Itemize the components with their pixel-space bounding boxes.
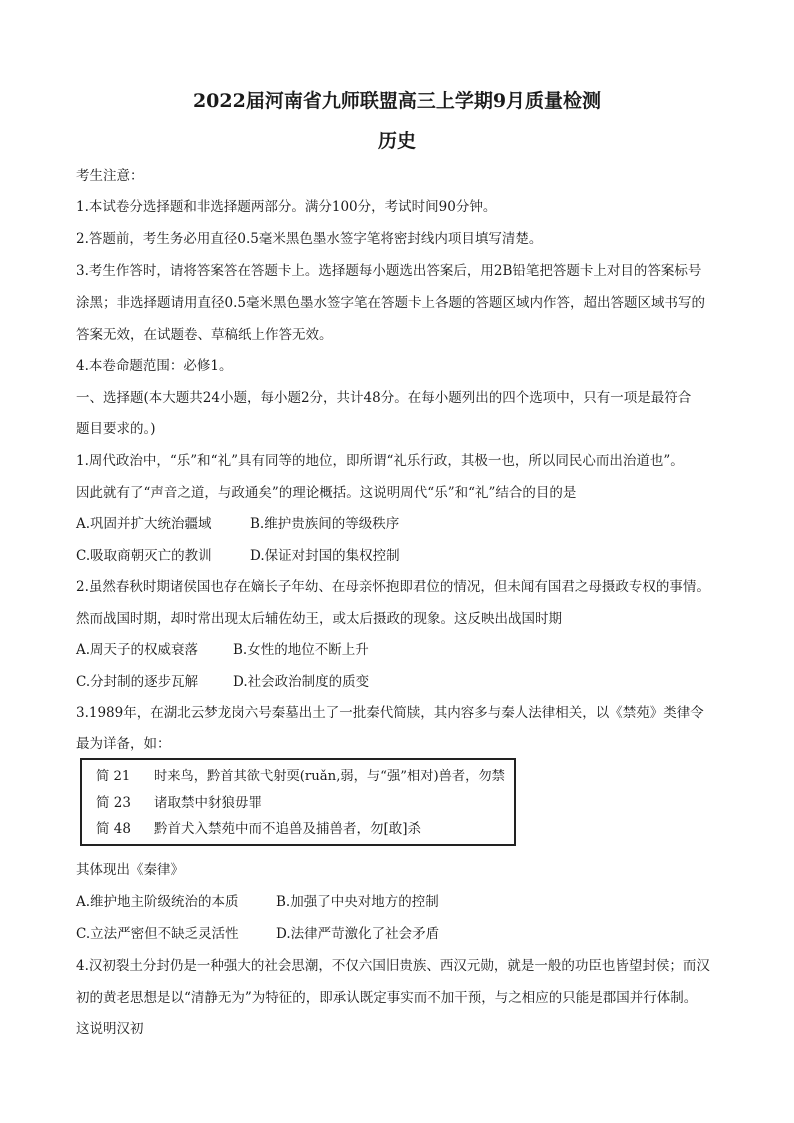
notice-item: 4.本卷命题范围：必修1。 bbox=[76, 358, 233, 374]
q1-option-c: C.吸取商朝灭亡的教训 bbox=[76, 548, 212, 564]
notice-item: 2.答题前，考生务必用直径0.5毫米黑色墨水签字笔将密封线内项目填写清楚。 bbox=[76, 231, 543, 247]
q3-option-a: A.维护地主阶级统治的本质 bbox=[76, 894, 239, 910]
q2-option-c: C.分封制的逐步瓦解 bbox=[76, 674, 199, 690]
notice-item: 涂黑；非选择题请用直径0.5毫米黑色墨水签字笔在答题卡上各题的答题区域内作答，超出答题区域书写的 bbox=[76, 295, 705, 311]
q2-option-b: B.女性的地位不断上升 bbox=[233, 642, 369, 658]
q4-stem-cont: 初的黄老思想是以“清静无为”为特征的，即承认既定事实而不加干预，与之相应的只能是郡国并行体制。 bbox=[76, 990, 698, 1006]
q1-option-b: B.维护贵族间的等级秩序 bbox=[250, 516, 400, 532]
q4-stem: 4.汉初裂土分封仍是一种强大的社会思潮，不仅六国旧贵族、西汉元勋，就是一般的功臣也皆望封侯；而汉 bbox=[76, 958, 710, 974]
notice-item: 1.本试卷分选择题和非选择题两部分。满分100分，考试时间90分钟。 bbox=[76, 199, 497, 215]
q2-option-d: D.社会政治制度的质变 bbox=[233, 674, 370, 690]
notice-item: 答案无效，在试题卷、草稿纸上作答无效。 bbox=[76, 327, 333, 343]
slip-row bbox=[96, 820, 421, 838]
section-heading: 一、选择题(本大题共24小题，每小题2分，共计48分。在每小题列出的四个选项中，只有一项是最符合 bbox=[76, 390, 692, 406]
q1-stem-cont: 因此就有了“声音之道，与政通矣”的理论概括。这说明周代“乐”和“礼”结合的目的是 bbox=[76, 485, 577, 501]
q3-option-b: B.加强了中央对地方的控制 bbox=[276, 894, 439, 910]
q1-stem: 1.周代政治中，“乐”和“礼”具有同等的地位，即所谓“礼乐行政，其极一也，所以同民心而出治道也”。 bbox=[76, 453, 684, 469]
slip-text: 时来鸟，黔首其欲弋射耎(ruǎn,弱，与“强”相对)兽者，勿禁 bbox=[154, 769, 505, 784]
notice-heading: 考生注意： bbox=[76, 168, 144, 184]
slip-text: 诸取禁中豺狼毋罪 bbox=[154, 795, 262, 811]
slip-number: 简 23 bbox=[96, 795, 131, 811]
slip-row bbox=[96, 768, 505, 786]
q3-stem-cont: 最为详备，如： bbox=[76, 736, 171, 752]
slip-number: 简 21 bbox=[96, 769, 131, 784]
q4-stem-cont: 这说明汉初 bbox=[76, 1021, 144, 1037]
q1-option-a: A.巩固并扩大统治疆域 bbox=[76, 516, 212, 532]
q3-option-c: C.立法严密但不缺乏灵活性 bbox=[76, 926, 239, 942]
q2-stem: 2.虽然春秋时期诸侯国也存在嫡长子年幼、在母亲怀抱即君位的情况，但未闻有国君之母摄政专权的事情。 bbox=[76, 579, 710, 595]
q3-option-d: D.法律严苛激化了社会矛盾 bbox=[276, 926, 440, 942]
q1-option-d: D.保证对封国的集权控制 bbox=[250, 548, 400, 564]
slip-row bbox=[96, 794, 262, 812]
q3-stem: 3.1989年，在湖北云梦龙岗六号秦墓出土了一批秦代简牍，其内容多与秦人法律相关，以《禁苑》类律令 bbox=[76, 705, 704, 721]
subject-title: 历史 bbox=[377, 130, 416, 152]
bamboo-slip-table bbox=[80, 758, 516, 846]
q2-stem-cont: 然而战国时期，却时常出现太后辅佐幼王，或太后摄政的现象。这反映出战国时期 bbox=[76, 611, 562, 627]
q2-option-a: A.周天子的权威衰落 bbox=[76, 642, 199, 658]
exam-title: 2022届河南省九师联盟高三上学期9月质量检测 bbox=[192, 90, 602, 112]
notice-item: 3.考生作答时，请将答案答在答题卡上。选择题每小题选出答案后，用2B铅笔把答题卡上对目的答案标号 bbox=[76, 263, 702, 279]
slip-number: 简 48 bbox=[96, 821, 131, 837]
slip-text: 黔首犬入禁苑中而不追兽及捕兽者，勿[敢]杀 bbox=[154, 821, 422, 837]
q3-question: 其体现出《秦律》 bbox=[76, 862, 184, 878]
section-heading-cont: 题目要求的。) bbox=[76, 421, 156, 437]
